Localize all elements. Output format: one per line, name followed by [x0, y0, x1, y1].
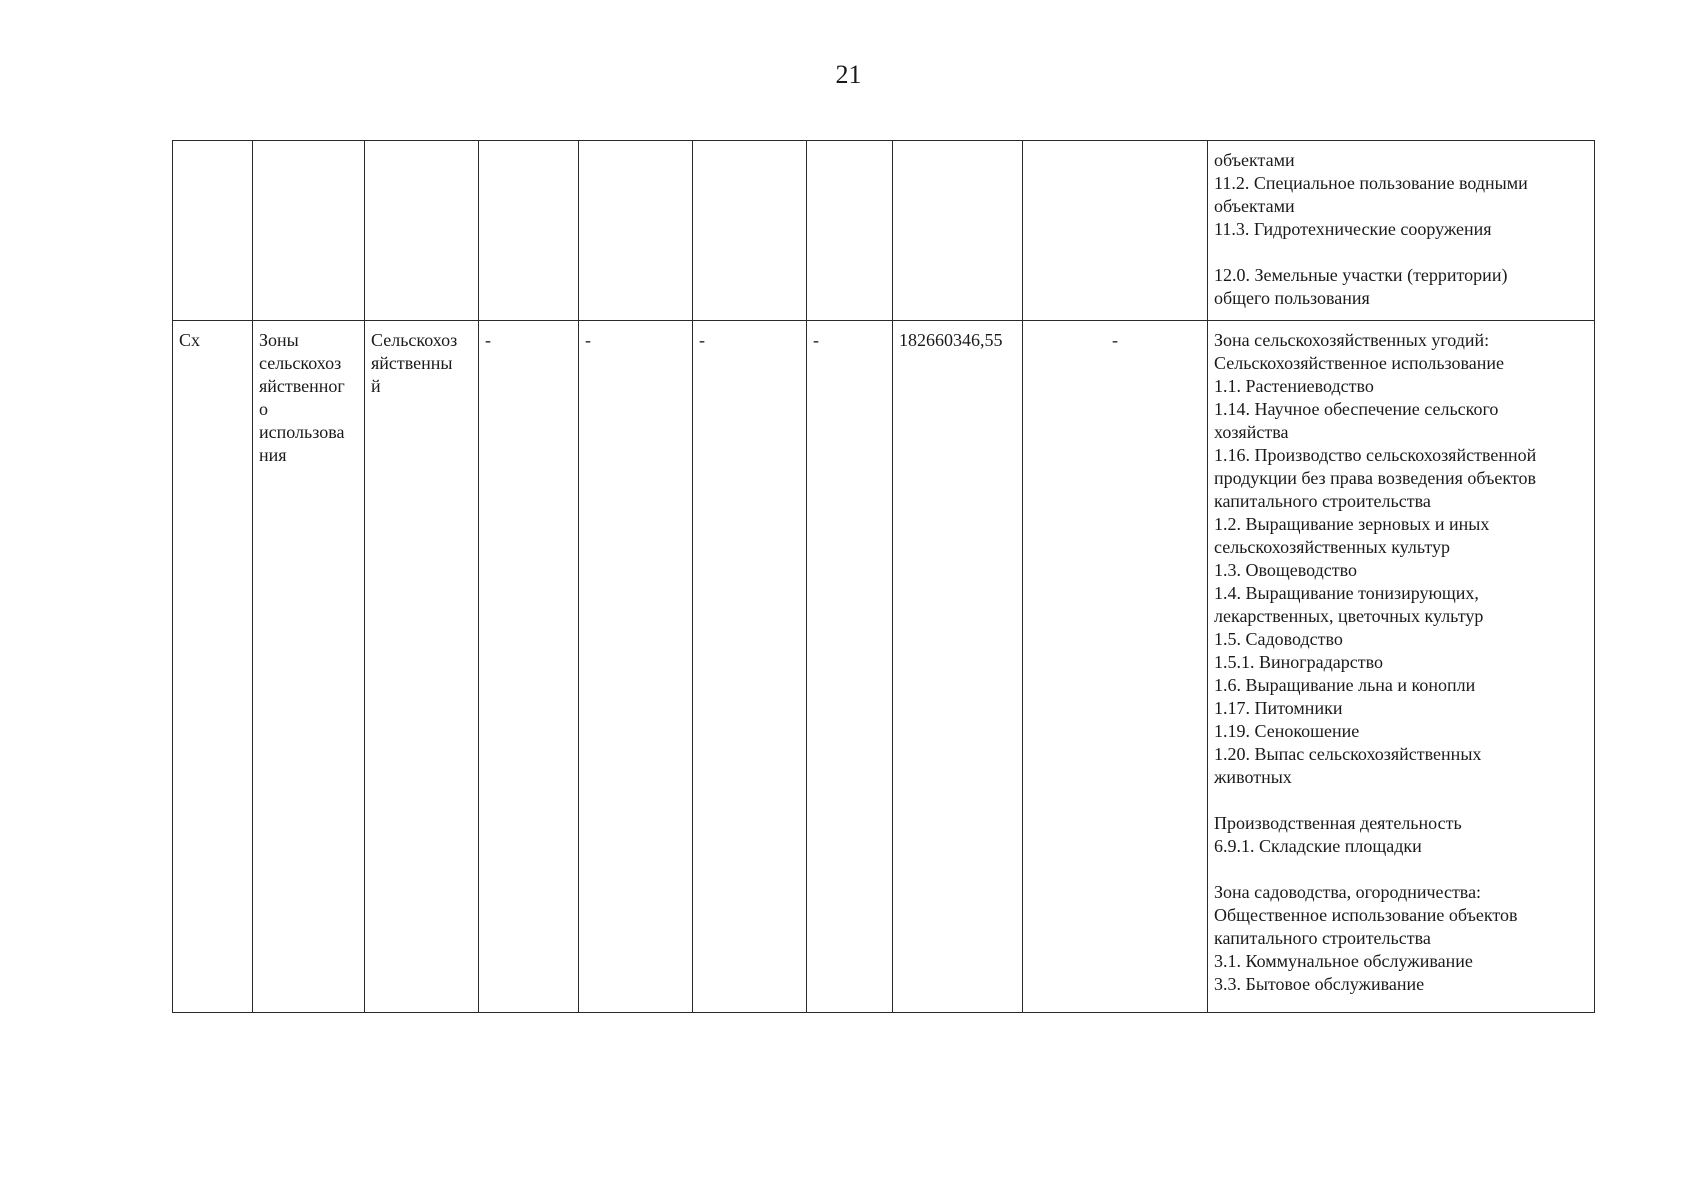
use-line: 1.3. Овощеводство — [1214, 560, 1357, 580]
page-number: 21 — [835, 60, 862, 89]
blank-line — [1214, 241, 1588, 264]
use-line: 3.1. Коммунальное обслуживание — [1214, 951, 1473, 971]
zone-type: Сельскохоз яйственны й — [365, 321, 479, 1013]
table-cell — [893, 141, 1023, 321]
use-line: Сельскохозяйственное использование — [1214, 353, 1505, 373]
use-line: 11.3. Гидротехнические сооружения — [1214, 219, 1492, 239]
zone-area: 182660346,55 — [893, 321, 1023, 1013]
use-line: 1.2. Выращивание зерновых и иных — [1214, 514, 1490, 534]
use-line: общего пользования — [1214, 288, 1370, 308]
use-line: лекарственных, цветочных культур — [1214, 606, 1484, 626]
use-line: 1.5.1. Виноградарство — [1214, 652, 1384, 672]
use-line: капитального строительства — [1214, 491, 1431, 511]
use-line: Зона садоводства, огородничества: — [1214, 882, 1482, 902]
blank-line — [1214, 858, 1588, 881]
param-cell: - — [1023, 321, 1208, 1013]
use-line: объектами — [1214, 150, 1295, 170]
zone-name: Зоны сельскохоз яйственног о использова ния — [253, 321, 365, 1013]
table-cell — [479, 141, 579, 321]
table-cell — [173, 141, 253, 321]
table-cell — [365, 141, 479, 321]
use-line: Зона сельскохозяйственных угодий: — [1214, 330, 1490, 350]
use-line: 11.2. Специальное пользование водными — [1214, 173, 1528, 193]
use-line: 3.3. Бытовое обслуживание — [1214, 974, 1425, 994]
table-row-continuation — [173, 141, 1595, 321]
param-cell: - — [579, 321, 693, 1013]
param-cell: - — [807, 321, 893, 1013]
use-line: объектами — [1214, 196, 1295, 216]
use-line: 6.9.1. Складские площадки — [1214, 836, 1422, 856]
use-line: Общественное использование объектов — [1214, 905, 1518, 925]
use-line: 1.6. Выращивание льна и конопли — [1214, 675, 1476, 695]
use-line: 1.5. Садоводство — [1214, 629, 1343, 649]
use-line: продукции без права возведения объектов — [1214, 468, 1536, 488]
param-cell: - — [693, 321, 807, 1013]
use-line: 1.19. Сенокошение — [1214, 721, 1360, 741]
zone-code: Сх — [173, 321, 253, 1013]
use-line: 12.0. Земельные участки (территории) — [1214, 265, 1508, 285]
table-cell — [807, 141, 893, 321]
param-cell: - — [479, 321, 579, 1013]
use-line: хозяйства — [1214, 422, 1289, 442]
zoning-table — [172, 140, 1595, 1013]
permitted-uses-continuation — [1208, 141, 1595, 321]
use-line: капитального строительства — [1214, 928, 1431, 948]
use-line: 1.17. Питомники — [1214, 698, 1343, 718]
table-row-cx — [173, 321, 1595, 1013]
table-cell — [1023, 141, 1208, 321]
use-line: 1.1. Растениеводство — [1214, 376, 1374, 396]
use-line: 1.4. Выращивание тонизирующих, — [1214, 583, 1479, 603]
table-cell — [253, 141, 365, 321]
use-line: 1.14. Научное обеспечение сельского — [1214, 399, 1499, 419]
table-cell — [693, 141, 807, 321]
use-line: Производственная деятельность — [1214, 813, 1462, 833]
table-cell — [579, 141, 693, 321]
use-line: 1.16. Производство сельскохозяйственной — [1214, 445, 1537, 465]
permitted-uses — [1208, 321, 1595, 1013]
use-line: животных — [1214, 767, 1292, 787]
use-line: сельскохозяйственных культур — [1214, 537, 1451, 557]
blank-line — [1214, 789, 1588, 812]
use-line: 1.20. Выпас сельскохозяйственных — [1214, 744, 1482, 764]
